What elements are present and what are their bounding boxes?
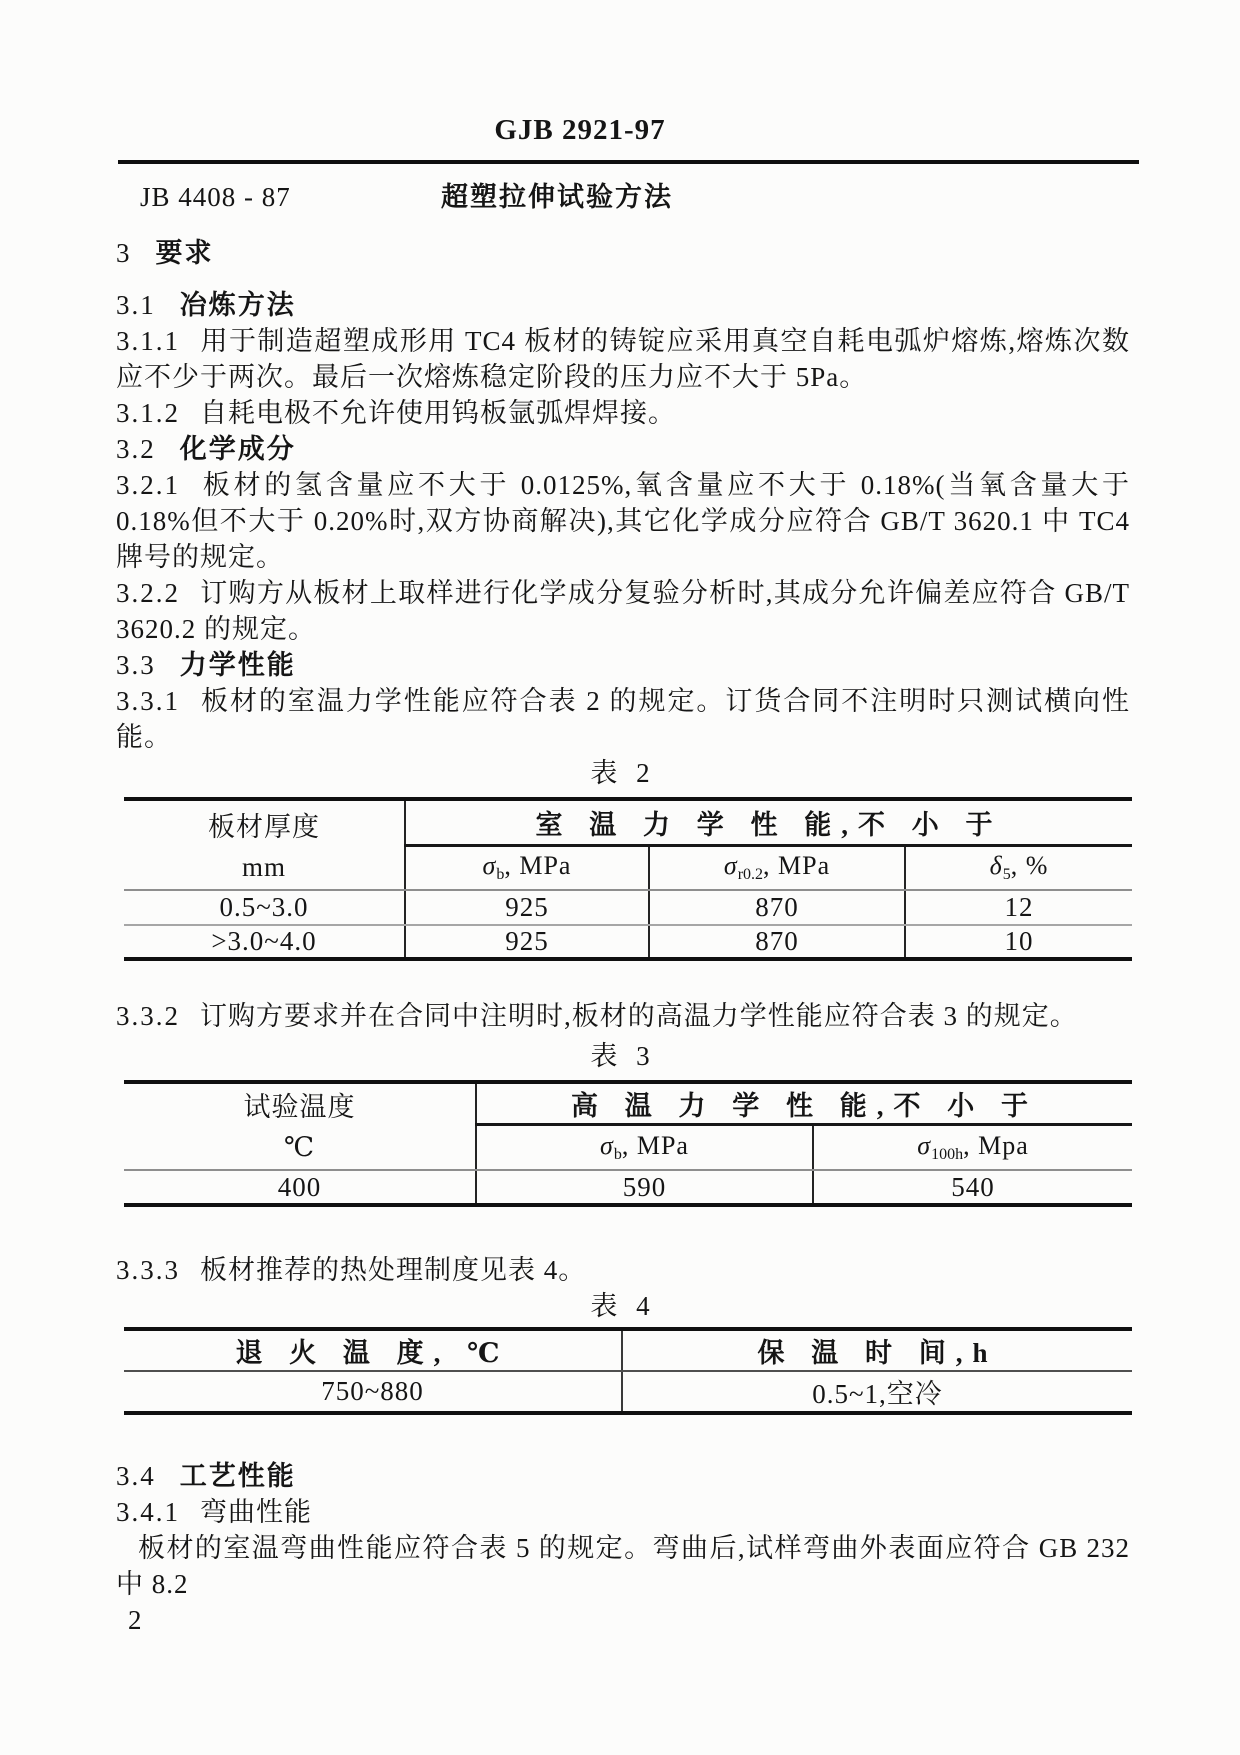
section-3-4-1-heading: 3.4.1 弯曲性能 — [116, 1497, 312, 1527]
table-3-col1-header-line2: ℃ — [283, 1131, 316, 1162]
reference-line — [116, 178, 1130, 216]
table-2-subheader-delta-5: $\delta_5$, % — [905, 845, 1132, 890]
table-row — [124, 925, 1132, 959]
reference-standard-number: JB 4408 - 87 — [140, 182, 291, 212]
paragraph-3-1-1: 3.1.1 用于制造超塑成形用 TC4 板材的铸锭应采用真空自耗电弧炉熔炼,熔炼次数应不少于两次。最后一次熔炼稳定阶段的压力应不大于 5Pa。 — [116, 326, 1130, 392]
table-cell: 590 — [476, 1170, 813, 1205]
table-cell: 870 — [649, 925, 905, 959]
table-cell: 925 — [405, 890, 649, 925]
section-3-heading: 3 要求 — [116, 238, 214, 268]
paragraph-3-1-2: 3.1.2 自耗电极不允许使用钨板氩弧焊焊接。 — [116, 398, 676, 428]
table-row — [124, 1170, 1132, 1205]
table-2-caption: 表 2 — [590, 758, 656, 788]
table-3-subheader-sigma-b: $\sigma_b$, MPa — [476, 1125, 813, 1170]
table-2 — [124, 797, 1132, 961]
table-4-caption: 表 4 — [590, 1291, 656, 1321]
table-4-header-annealing-temp: 退 火 温 度, ℃ — [124, 1329, 622, 1371]
table-3-caption: 表 3 — [590, 1041, 656, 1071]
table-row — [124, 890, 1132, 925]
table-cell: 0.5~3.0 — [124, 890, 405, 925]
table-cell: 540 — [813, 1170, 1132, 1205]
table-cell: >3.0~4.0 — [211, 926, 317, 956]
table-2-subheader-sigma-r02: $\sigma_{r0.2}$, MPa — [649, 845, 905, 890]
table-2-col1-header-line2: mm — [241, 852, 286, 882]
table-cell: 750~880 — [321, 1376, 424, 1406]
paragraph-3-2-2: 3.2.2 订购方从板材上取样进行化学成分复验分析时,其成分允许偏差应符合 GB/T 3620.2 的规定。 — [116, 578, 1130, 644]
table-cell: 400 — [277, 1171, 322, 1202]
section-3-4-heading: 3.4 工艺性能 — [116, 1461, 296, 1491]
paragraph-3-3-2: 3.3.2 订购方要求并在合同中注明时,板材的高温力学性能应符合表 3 的规定。 — [116, 1001, 1078, 1031]
table-3-col1-header-line1: 试验温度 — [243, 1092, 356, 1122]
table-2-subheader-sigma-b: $\sigma_b$, MPa — [405, 845, 649, 890]
table-3-subheader-sigma-100h: $\sigma_{100h}$, Mpa — [813, 1125, 1132, 1170]
table-4 — [124, 1327, 1132, 1415]
table-3 — [124, 1080, 1132, 1207]
table-cell: 870 — [649, 890, 905, 925]
table-cell: 0.5~1,空冷 — [622, 1371, 1132, 1413]
table-2-col1-header — [124, 799, 405, 890]
page-number: 2 — [128, 1605, 142, 1635]
paragraph-3-3-1: 3.3.1 板材的室温力学性能应符合表 2 的规定。订货合同不注明时只测试横向性能。 — [116, 686, 1130, 752]
paragraph-3-4-1-body: 板材的室温弯曲性能应符合表 5 的规定。弯曲后,试样弯曲外表面应符合 GB 232 中 8.2 — [116, 1533, 1130, 1599]
standard-number: GJB 2921-97 — [494, 114, 666, 146]
header-rule — [118, 160, 1139, 164]
table-cell: 12 — [905, 890, 1132, 925]
table-2-span-header: 室 温 力 学 性 能,不 小 于 — [405, 799, 1132, 845]
table-3-span-header: 高 温 力 学 性 能,不 小 于 — [476, 1082, 1132, 1125]
table-3-col1-header — [124, 1082, 476, 1170]
reference-standard-title: 超塑拉伸试验方法 — [441, 182, 673, 212]
section-3-2-heading: 3.2 化学成分 — [116, 434, 296, 464]
table-cell: 10 — [905, 925, 1132, 959]
table-row — [124, 1371, 1132, 1413]
paragraph-3-2-1: 3.2.1 板材的氢含量应不大于 0.0125%,氧含量应不大于 0.18%(当氧含量大于 0.18%但不大于 0.20%时,双方协商解决),其它化学成分应符合 GB/T 3620.1 中 TC4 牌号的规定。 — [116, 470, 1130, 572]
table-cell: 925 — [405, 925, 649, 959]
table-4-header-holding-time: 保 温 时 间,h — [622, 1329, 1132, 1371]
section-3-3-heading: 3.3 力学性能 — [116, 650, 296, 680]
table-2-col1-header-line1: 板材厚度 — [208, 811, 320, 842]
section-3-1-heading: 3.1 冶炼方法 — [116, 290, 296, 320]
paragraph-3-3-3: 3.3.3 板材推荐的热处理制度见表 4。 — [116, 1255, 587, 1285]
